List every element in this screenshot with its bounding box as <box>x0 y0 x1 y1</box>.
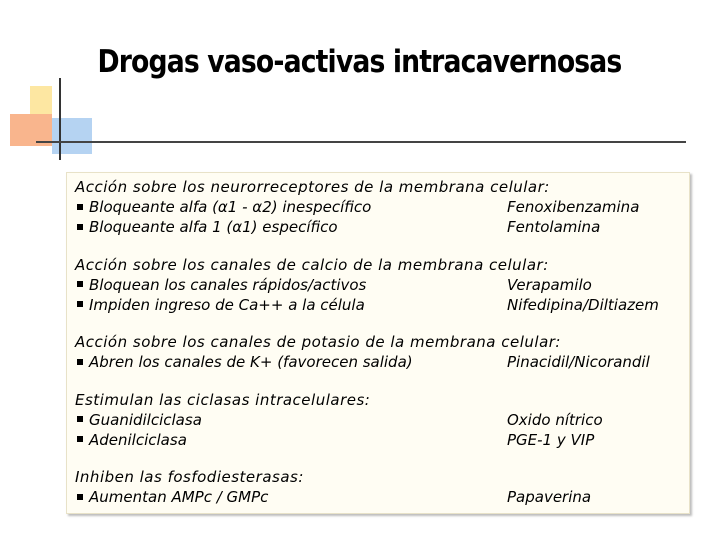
item-text: Aumentan AMPc / GMPc <box>89 488 269 506</box>
drug-name: PGE-1 y VIP <box>507 430 595 449</box>
item-text: Guanidilciclasa <box>89 410 202 429</box>
bullet-icon <box>77 301 83 307</box>
list-item <box>75 275 685 295</box>
item-text: Adenilciclasa <box>89 430 187 449</box>
section-heading: Inhiben las fosfodiesterasas: <box>75 468 304 486</box>
bullet-icon <box>77 281 83 287</box>
list-item <box>75 217 685 237</box>
drug-name: Fenoxibenzamina <box>507 198 640 216</box>
bullet-icon <box>77 416 83 422</box>
section-heading: Acción sobre los canales de potasio de la membrana celular: <box>75 333 561 351</box>
item-text: Abren los canales de K+ (favorecen salida) <box>89 353 413 371</box>
section-potassium-channels <box>75 332 685 372</box>
item-text: Bloqueante alfa 1 (α1) específico <box>89 218 338 236</box>
drug-name: Oxido nítrico <box>507 410 603 429</box>
decor-horizontal-line <box>36 141 686 143</box>
section-heading: Acción sobre los canales de calcio de la membrana celular: <box>75 255 549 274</box>
section-cyclases <box>75 390 685 450</box>
drug-name: Papaverina <box>507 488 592 506</box>
list-item <box>75 430 685 450</box>
slide-title: Drogas vaso-activas intracavernosas <box>97 44 622 80</box>
section-neuroreceptors <box>75 177 685 237</box>
list-item <box>75 410 685 430</box>
bullet-icon <box>77 436 83 442</box>
section-phosphodiesterases <box>75 467 685 507</box>
list-item <box>75 487 685 507</box>
drug-name: Verapamilo <box>507 275 592 294</box>
content-panel <box>66 172 690 514</box>
section-calcium-channels <box>75 255 685 315</box>
drug-name: Nifedipina/Diltiazem <box>507 295 659 314</box>
bullet-icon <box>77 359 83 365</box>
item-text: Bloqueante alfa (α1 - α2) inespecífico <box>89 198 372 216</box>
list-item <box>75 197 685 217</box>
bullet-icon <box>77 224 83 230</box>
list-item <box>75 352 685 372</box>
drug-name: Pinacidil/Nicorandil <box>507 353 650 371</box>
list-item <box>75 295 685 315</box>
item-text: Impiden ingreso de Ca++ a la célula <box>89 295 365 314</box>
section-heading: Acción sobre los neurorreceptores de la membrana celular: <box>75 178 550 196</box>
section-heading: Estimulan las ciclasas intracelulares: <box>75 390 371 409</box>
item-text: Bloquean los canales rápidos/activos <box>89 275 367 294</box>
drug-name: Fentolamina <box>507 218 601 236</box>
bullet-icon <box>77 204 83 210</box>
bullet-icon <box>77 494 83 500</box>
decor-blue-square <box>52 118 92 154</box>
decor-vertical-line <box>59 78 61 160</box>
